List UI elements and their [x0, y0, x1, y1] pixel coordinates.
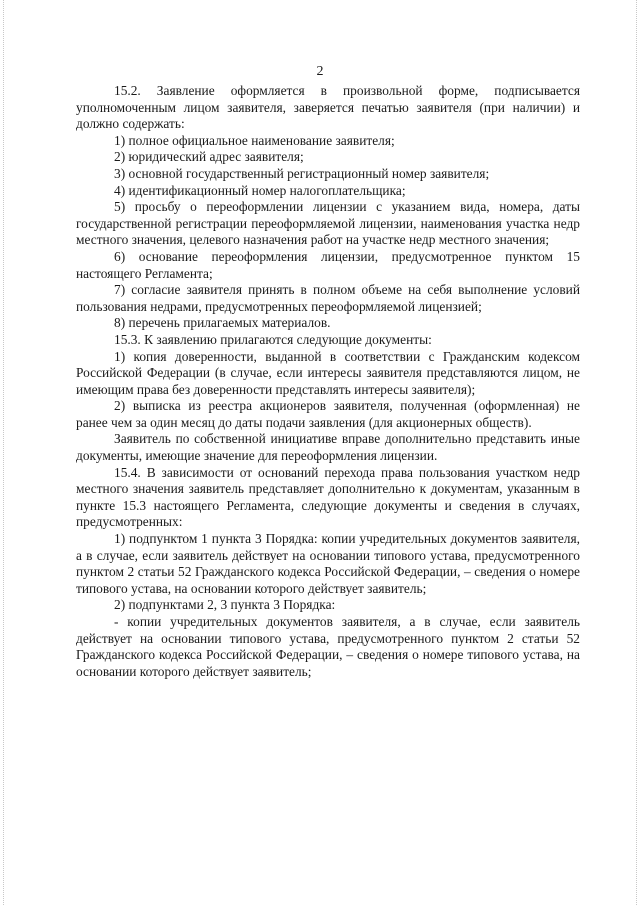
- paragraph-15-3: 15.3. К заявлению прилагаются следующие документы:: [114, 331, 432, 347]
- paragraph-15-2: 15.2. Заявление оформляется в произвольной форме, подписывается уполномоченным лицом заявителя, заверяется печатью заявителя (при наличии) и должно содержать:: [76, 83, 580, 132]
- list-item-7-consent: 7) согласие заявителя принять в полном объеме на себя выполнение условий пользования недрами, предусмотренных переоформляемой лицензией;: [76, 282, 580, 314]
- attachment-item-1-power-of-attorney: 1) копия доверенности, выданной в соответствии с Гражданским кодексом Российской Федерации (в случае, если интересы заявителя представляются лицом, не имеющим права без доверенности представлять интересы заявителя);: [76, 348, 580, 397]
- case-item-1: 1) подпунктом 1 пункта 3 Порядка: копии учредительных документов заявителя, а в случае, если заявитель действует на основании типового устава, предусмотренного пунктом 2 статьи 52 Гражданского кодекса Российской Федерации, – сведения о номере типового устава, на основании которого действует заявитель;: [76, 531, 580, 596]
- list-item-1-full-name: 1) полное официальное наименование заявителя;: [114, 132, 395, 148]
- case-item-2-dash-item: - копии учредительных документов заявителя, а в случае, если заявитель действует на основании типового устава, предусмотренного пунктом 2 статьи 52 Гражданского кодекса Российской Федерации, – сведения о номере типового устава, на основании которого действует заявитель;: [76, 614, 580, 679]
- page-number: 2: [316, 64, 324, 79]
- list-item-3-ogrn: 3) основной государственный регистрационный номер заявителя;: [114, 165, 490, 181]
- list-item-6-basis: 6) основание переоформления лицензии, предусмотренное пунктом 15 настоящего Регламента;: [76, 248, 580, 281]
- list-item-4-inn: 4) идентификационный номер налогоплательщика;: [114, 182, 406, 198]
- paragraph-15-4: 15.4. В зависимости от оснований перехода права пользования участком недр местного значения заявитель представляет дополнительно к документам, указанным в пункте 15.3 настоящего Регламента, следующие документы и сведения в случаях, предусмотренных:: [76, 464, 580, 530]
- attachment-item-2-shareholder-register: 2) выписка из реестра акционеров заявителя, полученная (оформленная) не ранее чем за один месяц до даты подачи заявления (для акционерных обществ).: [76, 398, 580, 430]
- case-item-2: 2) подпунктами 2, 3 пункта 3 Порядка:: [114, 597, 336, 613]
- list-item-5-request: 5) просьбу о переоформлении лицензии с указанием вида, номера, даты государственной регистрации переоформляемой лицензии, наименования участка недр местного значения, целевого назначения работ на участке недр местного значения;: [76, 199, 580, 248]
- list-item-8-materials: 8) перечень прилагаемых материалов.: [114, 315, 331, 331]
- scan-edge-right: [636, 0, 637, 905]
- document-body: [76, 83, 580, 680]
- list-item-2-legal-address: 2) юридический адрес заявителя;: [114, 149, 304, 165]
- scan-edge-left: [3, 0, 4, 905]
- paragraph-optional-documents: Заявитель по собственной инициативе вправе дополнительно представить иные документы, имеющие значение для переоформления лицензии.: [76, 431, 580, 464]
